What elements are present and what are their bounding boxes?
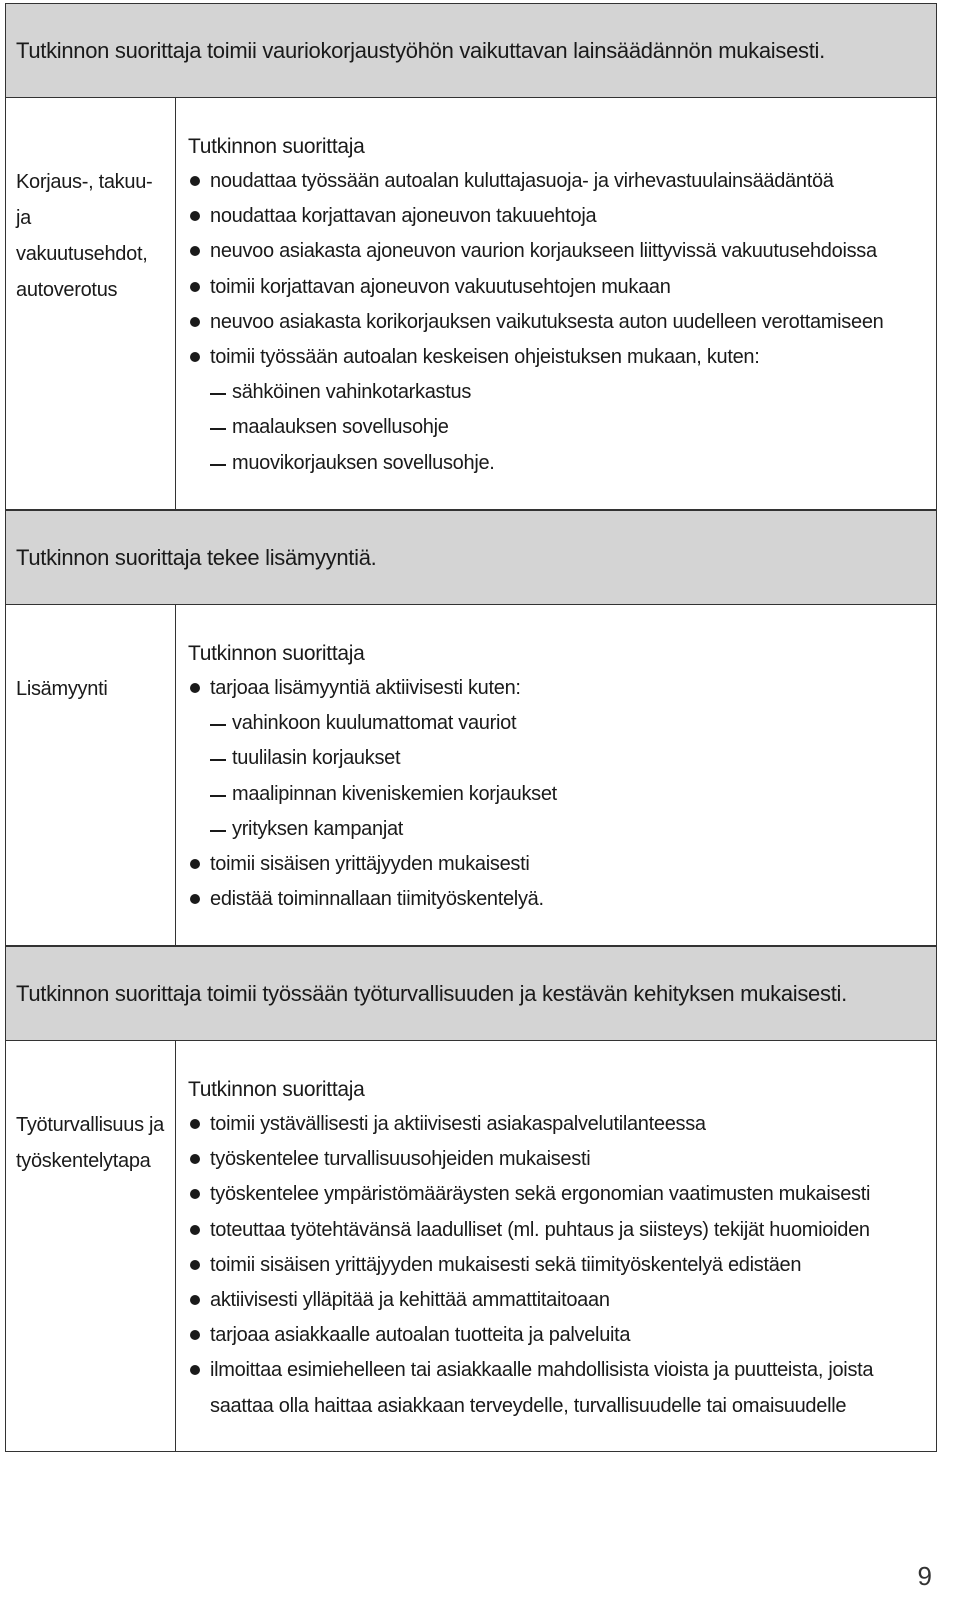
- bullet-list: [188, 164, 924, 375]
- section-row: [6, 605, 936, 945]
- dash-list: [188, 706, 924, 847]
- list-item-text: tarjoaa lisämyyntiä aktiivisesti kuten:: [210, 677, 521, 699]
- list-item: [188, 199, 924, 234]
- list-item: [188, 164, 924, 199]
- bullet-icon: [190, 1225, 200, 1235]
- sub-list-item-text: vahinkoon kuulumattomat vauriot: [232, 712, 517, 735]
- topic-line: autoverotus: [16, 279, 118, 301]
- list-item-text: toimii korjattavan ajoneuvon vakuutusehtojen mukaan: [210, 275, 671, 298]
- section-header: Tutkinnon suorittaja toimii työssään työturvallisuuden ja kestävän kehityksen mukaisesti.: [6, 946, 936, 1041]
- dash-icon: [210, 795, 226, 797]
- list-item: [188, 1107, 924, 1142]
- sub-list-item-text: muovikorjauksen sovellusohje.: [232, 451, 495, 474]
- list-item-text: ilmoittaa esimiehelleen tai asiakkaalle mahdollisista vioista ja puutteista, joista: [210, 1359, 874, 1382]
- bullet-icon: [190, 1365, 200, 1375]
- criteria-subheading: Tutkinnon suorittaja: [188, 642, 365, 665]
- dash-icon: [210, 428, 226, 430]
- topic-line: Työturvallisuus ja: [16, 1114, 164, 1136]
- bullet-icon: [190, 1189, 200, 1199]
- topic-line: Korjaus-, takuu-: [16, 171, 153, 193]
- list-item: [188, 1248, 924, 1283]
- bullet-icon: [190, 1154, 200, 1164]
- list-item-text: neuvoo asiakasta ajoneuvon vaurion korjaukseen liittyvissä vakuutusehdoissa: [210, 240, 877, 263]
- bullet-list: [188, 671, 924, 706]
- section-header: Tutkinnon suorittaja toimii vauriokorjaustyöhön vaikuttavan lainsäädännön mukaisesti.: [6, 4, 936, 98]
- list-item: [188, 1213, 924, 1248]
- bullet-icon: [190, 317, 200, 327]
- bullet-icon: [190, 1295, 200, 1305]
- section-legislation: [5, 3, 937, 510]
- criteria-cell: [176, 605, 936, 945]
- sub-list-item-text: maalauksen sovellusohje: [232, 416, 449, 439]
- sub-list-item: [188, 741, 924, 776]
- list-item-text-continued: saattaa olla haittaa asiakkaan terveydelle, turvallisuudelle tai omaisuudelle: [210, 1394, 847, 1417]
- section-header: Tutkinnon suorittaja tekee lisämyyntiä.: [6, 510, 936, 605]
- section-row: [6, 98, 936, 509]
- list-item: [188, 1318, 924, 1353]
- list-item: [188, 1142, 924, 1177]
- bullet-list: [188, 1107, 924, 1424]
- list-item-text: työskentelee turvallisuusohjeiden mukaisesti: [210, 1148, 591, 1171]
- criteria-table: [5, 3, 937, 1452]
- list-item-text: edistää toiminnallaan tiimityöskentelyä.: [210, 888, 544, 911]
- bullet-icon: [190, 894, 200, 904]
- list-item-text: toimii sisäisen yrittäjyyden mukaisesti sekä tiimityöskentelyä edistäen: [210, 1253, 802, 1276]
- bullet-icon: [190, 246, 200, 256]
- list-item: [188, 1353, 924, 1423]
- list-item-text: toimii työssään autoalan keskeisen ohjeistuksen mukaan, kuten:: [210, 346, 760, 369]
- criteria-cell: [176, 1041, 936, 1451]
- bullet-icon: [190, 683, 200, 693]
- sub-list-item: [188, 410, 924, 445]
- bullet-icon: [190, 352, 200, 362]
- bullet-icon: [190, 1119, 200, 1129]
- section-row: [6, 1041, 936, 1451]
- criteria-subheading: Tutkinnon suorittaja: [188, 135, 365, 158]
- list-item: [188, 305, 924, 340]
- criteria-cell: [176, 98, 936, 509]
- list-item-text: toteuttaa työtehtävänsä laadulliset (ml. puhtaus ja siisteys) tekijät huomioiden: [210, 1218, 870, 1241]
- list-item: [188, 671, 924, 706]
- sub-list-item: [188, 812, 924, 847]
- sub-list-item: [188, 706, 924, 741]
- list-item-text: noudattaa korjattavan ajoneuvon takuuehtoja: [210, 205, 597, 228]
- list-item: [188, 1177, 924, 1212]
- dash-icon: [210, 724, 226, 726]
- dash-icon: [210, 464, 226, 466]
- dash-icon: [210, 393, 226, 395]
- criteria-subheading: Tutkinnon suorittaja: [188, 1078, 365, 1101]
- topic-cell: [6, 605, 176, 945]
- list-item: [188, 1283, 924, 1318]
- dash-list: [188, 375, 924, 481]
- list-item-text: aktiivisesti ylläpitää ja kehittää ammattitaitoaan: [210, 1289, 610, 1312]
- list-item-text: toimii sisäisen yrittäjyyden mukaisesti: [210, 853, 530, 876]
- topic-cell: [6, 1041, 176, 1451]
- section-additional-sales: [5, 510, 937, 946]
- bullet-icon: [190, 176, 200, 186]
- bullet-icon: [190, 211, 200, 221]
- sub-list-item: [188, 446, 924, 481]
- list-item: [188, 234, 924, 269]
- sub-list-item-text: maalipinnan kiveniskemien korjaukset: [232, 782, 557, 805]
- list-item-text: toimii ystävällisesti ja aktiivisesti asiakaspalvelutilanteessa: [210, 1113, 706, 1135]
- list-item-text: noudattaa työssään autoalan kuluttajasuoja- ja virhevastuulainsäädäntöä: [210, 170, 834, 192]
- bullet-list: [188, 847, 924, 917]
- list-item: [188, 882, 924, 917]
- sub-list-item-text: sähköinen vahinkotarkastus: [232, 381, 472, 404]
- bullet-icon: [190, 282, 200, 292]
- sub-list-item-text: tuulilasin korjaukset: [232, 747, 401, 770]
- list-item: [188, 270, 924, 305]
- list-item-text: neuvoo asiakasta korikorjauksen vaikutuksesta auton uudelleen verottamiseen: [210, 310, 884, 333]
- dash-icon: [210, 759, 226, 761]
- sub-list-item-text: yrityksen kampanjat: [232, 817, 404, 840]
- list-item: [188, 847, 924, 882]
- dash-icon: [210, 830, 226, 832]
- topic-line: työskentelytapa: [16, 1150, 151, 1172]
- list-item-text: työskentelee ympäristömääräysten sekä ergonomian vaatimusten mukaisesti: [210, 1183, 871, 1206]
- topic-line: ja vakuutusehdot,: [16, 207, 148, 265]
- sub-list-item: [188, 777, 924, 812]
- bullet-icon: [190, 1330, 200, 1340]
- list-item-text: tarjoaa asiakkaalle autoalan tuotteita ja palveluita: [210, 1324, 631, 1347]
- bullet-icon: [190, 1260, 200, 1270]
- topic-cell: [6, 98, 176, 509]
- list-item: [188, 340, 924, 375]
- sub-list-item: [188, 375, 924, 410]
- topic-line: Lisämyynti: [16, 678, 108, 700]
- page-number: 9: [917, 1561, 932, 1591]
- bullet-icon: [190, 859, 200, 869]
- section-work-safety: [5, 946, 937, 1452]
